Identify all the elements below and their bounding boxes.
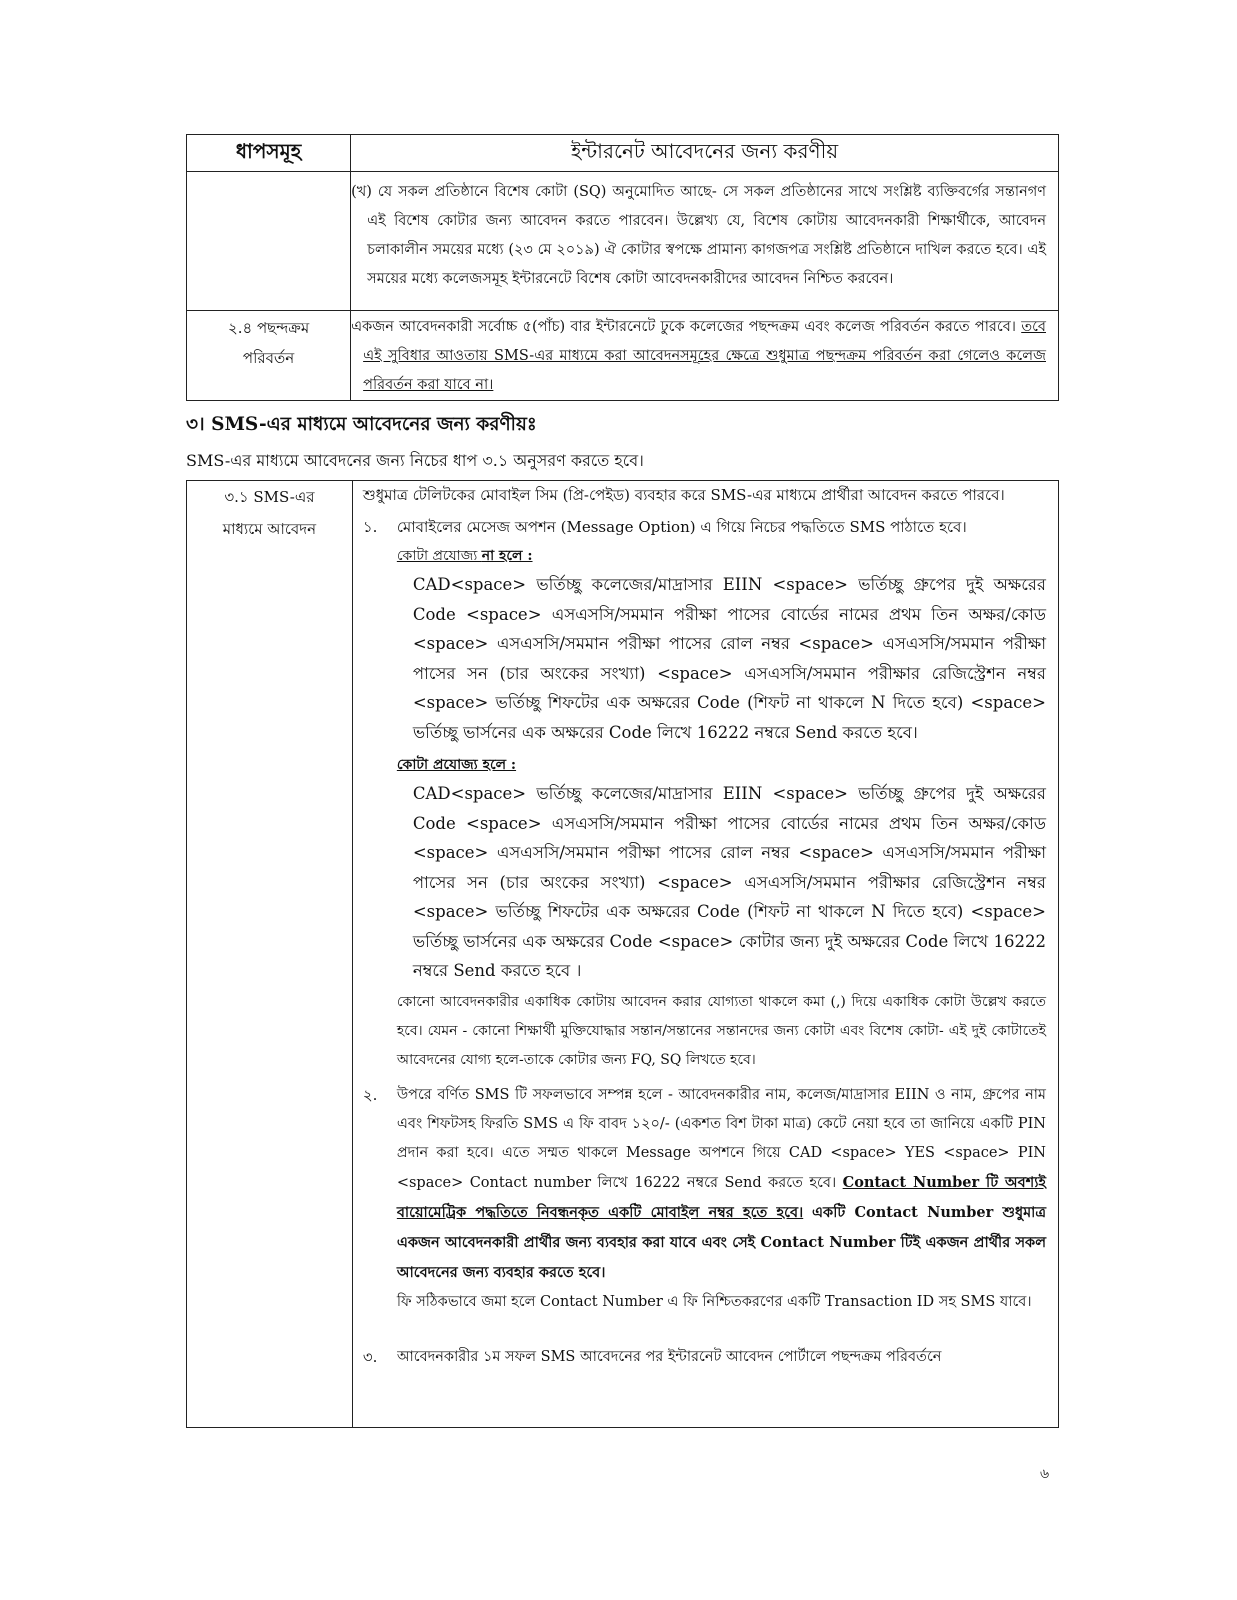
header-steps: ধাপসমূহ bbox=[187, 135, 351, 172]
no-quota-label-b: না হলে : bbox=[481, 548, 533, 564]
multi-quota-note: কোনো আবেদনকারীর একাধিক কোটায় আবেদন করার যোগ্যতা থাকলে কমা (,) দিয়ে একাধিক কোটা উল্লেখ করতে হবে। যেমন - কোনো শিক্ষার্থী মুক্তিযোদ্ধার সন্তান/সন্তানের সন্তানদের জন্য কোটা এবং বিশেষ কোটা- এই দুই কোটাতেই আবেদনের যোগ্য হলে-তাকে কোটার জন্য FQ, SQ লিখতে হবে। bbox=[396, 993, 1046, 1068]
item-number: ৩. bbox=[362, 1347, 378, 1366]
item2-fee-text: ফি সঠিকভাবে জমা হলে Contact Number এ ফি নিশ্চিতকরণের একটি Transaction ID সহ SMS যাবে। bbox=[396, 1293, 1032, 1310]
choice-change-text-a: একজন আবেদনকারী সর্বোচ্চ ৫(পাঁচ) বার ইন্টারনেটে ঢুকে কলেজের পছন্দক্রম এবং কলেজ পরিবর্তন করতে পারবে। bbox=[351, 319, 1016, 335]
item3-text: আবেদনকারীর ১ম সফল SMS আবেদনের পর ইন্টারনেট আবেদন পোর্টালে পছন্দক্রম পরিবর্তনে bbox=[396, 1348, 942, 1365]
item2-main: উপরে বর্ণিত SMS টি সফলভাবে সম্পন্ন হলে - আবেদনকারীর নাম, কলেজ/মাদ্রাসার EIIN ও নাম, গ্রুপের নাম এবং শিফটসহ ফিরতি SMS এ ফি বাবদ ১২০/- (একশত বিশ টাকা মাত্র) কেটে নেয়া হবে তা জানিয়ে একটি PIN প্রদান করা হবে। এতে সম্মত থাকলে Message অপশনে গিয়ে CAD <space> YES <space> PIN <space> Contact number লিখে 16222 নম্বরে Send করতে হবে। bbox=[396, 1086, 1046, 1191]
item-number: ১. bbox=[362, 518, 378, 536]
step-label-line1: ২.৪ পছন্দক্রম bbox=[227, 319, 310, 337]
choice-change-cell bbox=[351, 311, 1059, 401]
step-label-line1: ৩.১ SMS-এর bbox=[224, 488, 315, 506]
sms-steps-table bbox=[186, 480, 1059, 1428]
item2-text bbox=[397, 1081, 1046, 1288]
step-2-4-label bbox=[187, 311, 351, 401]
section-3-intro: SMS-এর মাধ্যমে আবেদনের জন্য নিচের ধাপ ৩.১ অনুসরণ করতে হবে। bbox=[186, 451, 644, 470]
no-quota-label-a: কোটা প্রযোজ্য bbox=[396, 548, 482, 564]
special-quota-text: (খ) যে সকল প্রতিষ্ঠানে বিশেষ কোটা (SQ) অনুমোদিত আছে- সে সকল প্রতিষ্ঠানের সাথে সংশ্লিষ্ট ব্যক্তিবর্গের সন্তানগণ এই বিশেষ কোটার জন্য আবেদন করতে পারবেন। উল্লেখ্য যে, বিশেষ কোটায় আবেদনকারী শিক্ষার্থীকে, আবেদন চলাকালীন সময়ের মধ্যে (২৩ মে ২০১৯) ঐ কোটার স্বপক্ষে প্রামান্য কাগজপত্র সংশ্লিষ্ট প্রতিষ্ঠানে দাখিল করতে হবে। এই সময়ের মধ্যে কলেজসমূহ ইন্টারনেটে বিশেষ কোটা আবেদনকারীদের আবেদন নিশ্চিত করবেন। bbox=[351, 184, 1046, 287]
choice-change-text-b: তবে এই সুবিধার আওতায় SMS-এর মাধ্যমে করা আবেদনসমূহের ক্ষেত্রে শুধুমাত্র পছন্দক্রম পরিবর্তন করা গেলেও কলেজ পরিবর্তন করা যাবে না। bbox=[363, 319, 1046, 393]
step-label-line2: পরিবর্তন bbox=[242, 349, 295, 367]
table-row bbox=[187, 172, 1059, 311]
item2-bold: একটি Contact Number শুধুমাত্র একজন আবেদনকারী প্রার্থীর জন্য ব্যবহার করা যাবে এবং সেই Contact Number টিই একজন প্রার্থীর সকল আবেদনের জন্য ব্যবহার করতে হবে। bbox=[396, 1203, 1046, 1281]
quota-sms-format: CAD<space> ভর্তিচ্ছু কলেজের/মাদ্রাসার EIIN <space> ভর্তিচ্ছু গ্রুপের দুই অক্ষরের Code <space> এসএসসি/সমমান পরীক্ষা পাসের বোর্ডের নামের প্রথম তিন অক্ষর/কোড <space> এসএসসি/সমমান পরীক্ষা পাসের রোল নম্বর <space> এসএসসি/সমমান পরীক্ষা পাসের সন (চার অংকের সংখ্যা) <space> এসএসসি/সমমান পরীক্ষার রেজিস্ট্রেশন নম্বর <space> ভর্তিচ্ছু শিফটের এক অক্ষরের Code (শিফট না থাকলে N দিতে হবে) <space> ভর্তিচ্ছু ভার্সনের এক অক্ষরের Code <space> কোটার জন্য দুই অক্ষরের Code লিখে 16222 নম্বরে Send করতে হবে । bbox=[412, 784, 1046, 980]
step-label-line2: মাধ্যমে আবেদন bbox=[222, 520, 317, 538]
item2-bold-underlined: Contact Number টি অবশ্যই বায়োমেট্রিক পদ্ধতিতে নিবন্ধনকৃত একটি মোবাইল নম্বর হতে হবে। bbox=[396, 1173, 1047, 1221]
table-header-row bbox=[187, 135, 1059, 172]
list-item bbox=[363, 510, 1046, 1075]
no-quota-sms-format: CAD<space> ভর্তিচ্ছু কলেজের/মাদ্রাসার EIIN <space> ভর্তিচ্ছু গ্রুপের দুই অক্ষরের Code <space> এসএসসি/সমমান পরীক্ষা পাসের বোর্ডের নামের প্রথম তিন অক্ষর/কোড <space> এসএসসি/সমমান পরীক্ষা পাসের রোল নম্বর <space> এসএসসি/সমমান পরীক্ষা পাসের সন (চার অংকের সংখ্যা) <space> এসএসসি/সমমান পরীক্ষার রেজিস্ট্রেশন নম্বর <space> ভর্তিচ্ছু শিফটের এক অক্ষরের Code (শিফট না থাকলে N দিতে হবে) <space> ভর্তিচ্ছু ভার্সনের এক অক্ষরের Code লিখে 16222 নম্বরে Send করতে হবে। bbox=[412, 575, 1046, 742]
page-number: ৬ bbox=[1040, 1466, 1050, 1482]
table-row bbox=[187, 481, 1059, 1428]
item1-text: মোবাইলের মেসেজ অপশন (Message Option) এ গিয়ে নিচের পদ্ধতিতে SMS পাঠাতে হবে। bbox=[396, 518, 967, 536]
sms-lead-text: শুধুমাত্র টেলিটকের মোবাইল সিম (প্রি-পেইড) ব্যবহার করে SMS-এর মাধ্যমে প্রার্থীরা আবেদন করতে পারবে। bbox=[362, 486, 1005, 504]
sms-instructions-cell bbox=[352, 481, 1058, 1428]
empty-step-cell bbox=[187, 172, 351, 311]
list-item bbox=[363, 1081, 1046, 1317]
choice-change-text bbox=[351, 313, 1046, 400]
special-quota-cell bbox=[351, 172, 1059, 311]
sms-instructions bbox=[363, 481, 1046, 1372]
quota-label: কোটা প্রযোজ্য হলে : bbox=[396, 757, 517, 773]
list-item bbox=[363, 1343, 1046, 1372]
step-3-1-label bbox=[187, 481, 353, 1428]
steps-table bbox=[186, 134, 1059, 401]
item-number: ২. bbox=[362, 1085, 378, 1104]
table-row bbox=[187, 311, 1059, 401]
header-internet-actions: ইন্টারনেট আবেদনের জন্য করণীয় bbox=[351, 135, 1059, 172]
section-3-heading: ৩। SMS-এর মাধ্যমে আবেদনের জন্য করণীয়ঃ bbox=[186, 414, 537, 435]
no-quota-label bbox=[397, 544, 1046, 568]
